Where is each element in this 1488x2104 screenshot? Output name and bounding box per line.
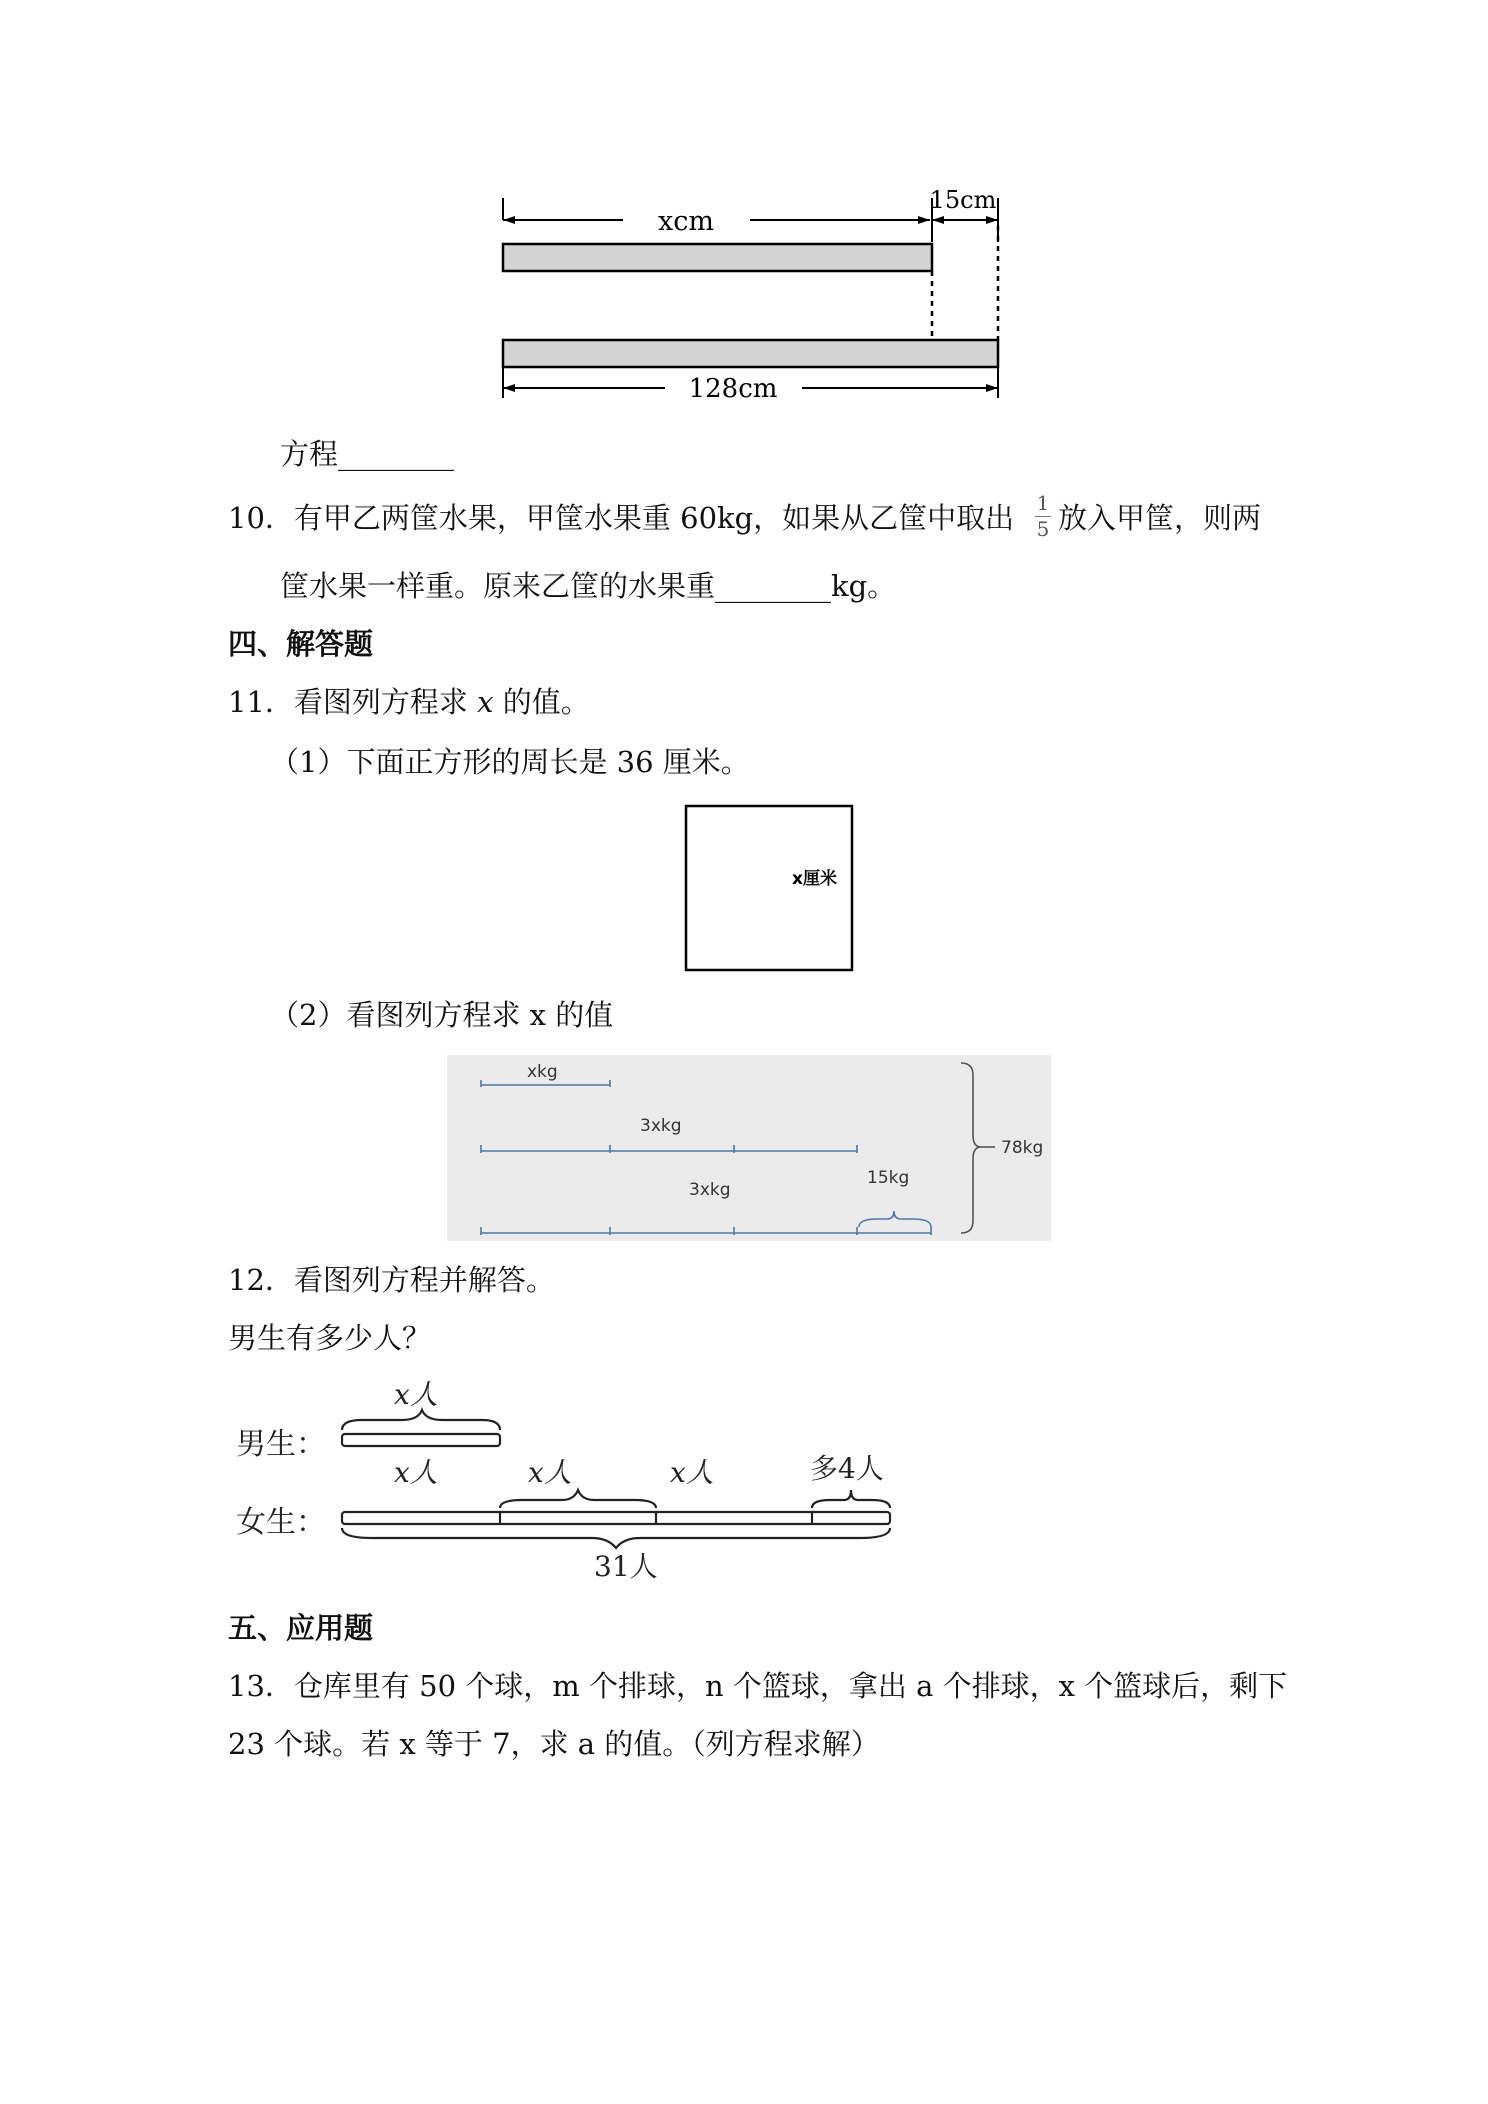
bar-long [503,340,998,367]
label-3xkg-1: 3xkg [640,1116,682,1136]
q10-line1-after: 放入甲筐，则两 [1058,501,1262,535]
q9-equation-blank: 方程________ [280,437,455,471]
label-girls: 女生： [236,1505,326,1540]
q11-sub1: （1）下面正方形的周长是 36 厘米。 [270,745,750,779]
q13-line1: 13．仓库里有 50 个球，m 个排球，n 个篮球，拿出 a 个排球，x 个篮球后，剩下 [228,1669,1288,1703]
label-boys: 男生： [236,1427,326,1462]
weight-diagram [447,1055,1051,1241]
q11-title [228,682,590,722]
section-title-4: 四、解答题 [228,627,374,661]
segment-diagram [490,180,1010,410]
label-x-girls-3: x人 [670,1456,714,1489]
fraction-denominator: 5 [1036,517,1050,541]
square-side-label: x厘米 [792,869,837,889]
q12-question: 男生有多少人？ [228,1321,432,1355]
label-15cm: 15cm [929,186,997,214]
label-3xkg-2: 3xkg [689,1180,731,1200]
label-x-girls-2: x人 [528,1456,572,1489]
q10-line1-before: 10．有甲乙两筐水果，甲筐水果重 60kg，如果从乙筐中取出 [228,501,1015,535]
q10-line2: 筐水果一样重。原来乙筐的水果重________kg。 [280,569,897,603]
q13-line2: 23 个球。若 x 等于 7，求 a 的值。（列方程求解） [228,1727,880,1761]
label-x-girls-1: x人 [394,1456,438,1489]
label-15kg: 15kg [867,1168,910,1188]
label-total-31: 31人 [594,1550,658,1583]
q11-prefix: 11．看图列方程求 [228,685,478,719]
students-diagram [232,1372,912,1592]
q11-sub2: （2）看图列方程求 x 的值 [270,998,614,1032]
q11-suffix: 的值。 [493,685,590,719]
q12-title: 12．看图列方程并解答。 [228,1263,555,1297]
label-128cm: 128cm [688,374,778,404]
label-x-boys: x人 [394,1378,438,1411]
label-xkg: xkg [527,1062,558,1082]
q11-variable: x [477,685,494,719]
label-xcm: xcm [658,206,714,237]
square-diagram [680,800,860,976]
bar-short [503,244,932,271]
label-78kg: 78kg [1001,1138,1044,1158]
section-title-5: 五、应用题 [228,1611,374,1645]
fraction-numerator: 1 [1036,491,1050,515]
label-more-4: 多4人 [810,1452,884,1485]
